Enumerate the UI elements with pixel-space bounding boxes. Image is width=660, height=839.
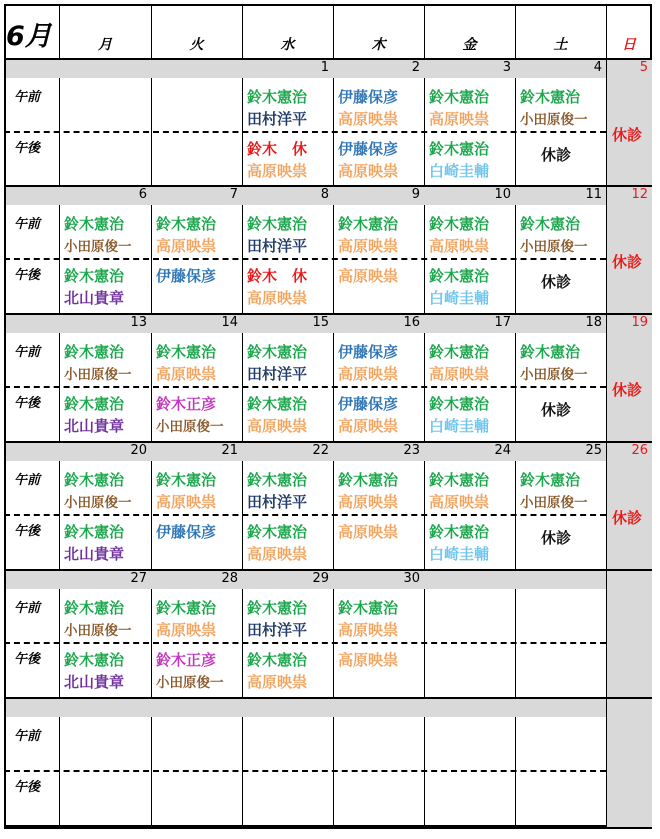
- saturday-pm-closed-label: 休診: [541, 146, 572, 164]
- weekday-header-3: 木: [371, 37, 386, 53]
- doctor-name-am: 鈴木憲治: [338, 215, 399, 233]
- day-number: 20: [130, 443, 147, 458]
- day-number: 7: [229, 187, 238, 202]
- am-label: 午前: [14, 473, 41, 488]
- doctor-name-pm: 鈴木憲治: [429, 140, 490, 158]
- doctor-name-am: 鈴木憲治: [247, 215, 308, 233]
- day-number: 9: [411, 187, 420, 202]
- doctor-name-pm: 鈴木憲治: [429, 523, 490, 541]
- weekday-header-2: 水: [280, 37, 295, 53]
- day-number: 30: [403, 571, 420, 586]
- doctor-name-am: 高原映祟: [338, 493, 399, 511]
- doctor-name-am: 小田原俊一: [64, 239, 132, 255]
- doctor-name-am: 小田原俊一: [64, 367, 132, 383]
- am-label: 午前: [14, 345, 41, 360]
- doctor-name-pm: 鈴木憲治: [64, 267, 125, 285]
- doctor-name-pm: 小田原俊一: [156, 675, 224, 691]
- sunday-closed-label: 休診: [612, 381, 643, 399]
- doctor-name-pm: 白崎圭輔: [429, 417, 490, 435]
- doctor-name-am: 鈴木憲治: [520, 471, 581, 489]
- weekday-header-5: 土: [553, 37, 568, 53]
- doctor-name-pm: 伊藤保彦: [338, 140, 399, 158]
- date-band: [6, 699, 606, 717]
- am-label: 午前: [14, 217, 41, 232]
- doctor-name-pm: 高原映祟: [247, 289, 308, 307]
- saturday-pm-closed-label: 休診: [541, 529, 572, 547]
- weekday-header-1: 火: [189, 37, 204, 53]
- doctor-name-am: 高原映祟: [338, 237, 399, 255]
- day-number: 3: [502, 60, 511, 75]
- doctor-name-am: 高原映祟: [429, 110, 490, 128]
- doctor-name-am: 鈴木憲治: [429, 343, 490, 361]
- doctor-name-am: 鈴木憲治: [156, 471, 217, 489]
- weekday-header-0: 月: [98, 37, 112, 53]
- doctor-name-am: 鈴木憲治: [520, 88, 581, 106]
- doctor-name-pm: 高原映祟: [247, 162, 308, 180]
- day-number: 12: [631, 187, 648, 202]
- day-number: 29: [312, 571, 329, 586]
- doctor-name-pm: 北山貴章: [64, 417, 125, 435]
- pm-label: 午後: [14, 780, 41, 795]
- doctor-name-pm: 鈴木憲治: [247, 395, 308, 413]
- day-number: 1: [320, 60, 329, 75]
- weekday-header-6: 日: [622, 37, 636, 53]
- doctor-name-am: 高原映祟: [338, 365, 399, 383]
- saturday-pm-closed-label: 休診: [541, 273, 572, 291]
- doctor-name-pm: 高原映祟: [338, 651, 399, 669]
- doctor-name-am: 小田原俊一: [520, 495, 588, 511]
- doctor-name-am: 鈴木憲治: [156, 343, 217, 361]
- doctor-name-am: 鈴木憲治: [247, 343, 308, 361]
- day-number: 4: [593, 60, 602, 75]
- day-number: 19: [631, 315, 648, 330]
- doctor-name-pm: 白崎圭輔: [429, 289, 490, 307]
- doctor-name-am: 鈴木憲治: [247, 471, 308, 489]
- doctor-name-am: 伊藤保彦: [338, 343, 399, 361]
- doctor-name-pm: 鈴木憲治: [429, 395, 490, 413]
- day-number: 17: [494, 315, 511, 330]
- doctor-name-am: 鈴木憲治: [247, 599, 308, 617]
- doctor-name-am: 鈴木憲治: [247, 88, 308, 106]
- doctor-name-pm: 鈴木憲治: [64, 523, 125, 541]
- doctor-name-pm: 高原映祟: [247, 417, 308, 435]
- ampm-divider: [4, 386, 606, 388]
- doctor-name-pm: 鈴木憲治: [247, 651, 308, 669]
- doctor-name-pm: 白崎圭輔: [429, 162, 490, 180]
- doctor-name-am: 高原映祟: [156, 493, 217, 511]
- doctor-name-am: 高原映祟: [429, 237, 490, 255]
- day-number: 6: [138, 187, 147, 202]
- day-number: 28: [221, 571, 238, 586]
- doctor-name-pm: 鈴木正彦: [156, 651, 217, 669]
- doctor-name-am: 高原映祟: [338, 110, 399, 128]
- doctor-name-pm: 小田原俊一: [156, 419, 224, 435]
- day-number: 8: [320, 187, 329, 202]
- doctor-name-am: 鈴木憲治: [338, 471, 399, 489]
- doctor-name-am: 鈴木憲治: [64, 471, 125, 489]
- doctor-name-pm: 白崎圭輔: [429, 545, 490, 563]
- doctor-name-am: 鈴木憲治: [156, 599, 217, 617]
- doctor-name-am: 伊藤保彦: [338, 88, 399, 106]
- day-number: 21: [221, 443, 238, 458]
- doctor-name-am: 高原映祟: [156, 621, 217, 639]
- day-number: 24: [494, 443, 511, 458]
- doctor-name-am: 高原映祟: [429, 493, 490, 511]
- sunday-column: [607, 60, 652, 185]
- day-number: 18: [585, 315, 602, 330]
- page-title: 6月: [6, 21, 52, 52]
- doctor-name-pm: 鈴木憲治: [247, 523, 308, 541]
- ampm-divider: [4, 642, 606, 644]
- doctor-name-am: 鈴木憲治: [429, 88, 490, 106]
- ampm-divider: [4, 131, 606, 133]
- day-number: 16: [403, 315, 420, 330]
- doctor-name-am: 田村洋平: [247, 365, 308, 383]
- doctor-name-am: 小田原俊一: [520, 112, 588, 128]
- doctor-name-am: 高原映祟: [156, 237, 217, 255]
- doctor-name-pm: 北山貴章: [64, 673, 125, 691]
- doctor-name-am: 小田原俊一: [64, 495, 132, 511]
- doctor-name-pm: 鈴木憲治: [429, 267, 490, 285]
- doctor-name-am: 高原映祟: [338, 621, 399, 639]
- doctor-name-am: 高原映祟: [156, 365, 217, 383]
- doctor-name-am: 鈴木憲治: [520, 215, 581, 233]
- doctor-name-pm: 北山貴章: [64, 545, 125, 563]
- doctor-name-am: 鈴木憲治: [520, 343, 581, 361]
- doctor-name-am: 鈴木憲治: [64, 599, 125, 617]
- doctor-name-pm: 伊藤保彦: [338, 395, 399, 413]
- doctor-name-pm: 伊藤保彦: [156, 523, 217, 541]
- day-number: 23: [403, 443, 420, 458]
- sunday-column: [607, 315, 652, 441]
- week-divider: [4, 827, 652, 829]
- day-number: 14: [221, 315, 238, 330]
- sunday-closed-label: 休診: [612, 126, 643, 144]
- am-label: 午前: [14, 729, 41, 744]
- doctor-name-am: 小田原俊一: [520, 367, 588, 383]
- day-number: 13: [130, 315, 147, 330]
- doctor-name-pm: 高原映祟: [338, 267, 399, 285]
- ampm-divider: [4, 258, 606, 260]
- pm-label: 午後: [14, 141, 41, 156]
- day-number: 10: [494, 187, 511, 202]
- doctor-name-pm: 鈴木憲治: [64, 395, 125, 413]
- doctor-name-pm: 北山貴章: [64, 289, 125, 307]
- doctor-name-pm: 鈴木憲治: [64, 651, 125, 669]
- sunday-closed-label: 休診: [612, 253, 643, 271]
- doctor-name-am: 田村洋平: [247, 493, 308, 511]
- ampm-divider: [4, 514, 606, 516]
- sunday-closed-label: 休診: [612, 509, 643, 527]
- doctor-name-pm: 高原映祟: [247, 673, 308, 691]
- doctor-name-pm: 鈴木 休: [247, 267, 308, 285]
- ampm-divider: [4, 770, 606, 772]
- pm-label: 午後: [14, 652, 41, 667]
- saturday-pm-closed-label: 休診: [541, 401, 572, 419]
- day-number: 26: [631, 443, 648, 458]
- day-number: 25: [585, 443, 602, 458]
- doctor-name-am: 小田原俊一: [520, 239, 588, 255]
- sunday-column: [607, 187, 652, 313]
- doctor-name-am: 田村洋平: [247, 110, 308, 128]
- sunday-column: [607, 571, 652, 697]
- doctor-name-pm: 高原映祟: [338, 523, 399, 541]
- day-number: 27: [130, 571, 147, 586]
- day-number: 22: [312, 443, 329, 458]
- doctor-name-pm: 鈴木正彦: [156, 395, 217, 413]
- weekday-header-4: 金: [462, 37, 477, 53]
- doctor-name-am: 小田原俊一: [64, 623, 132, 639]
- sunday-column: [607, 443, 652, 569]
- doctor-name-pm: 高原映祟: [247, 545, 308, 563]
- doctor-name-pm: 伊藤保彦: [156, 267, 217, 285]
- doctor-name-am: 田村洋平: [247, 621, 308, 639]
- doctor-name-am: 鈴木憲治: [429, 215, 490, 233]
- pm-label: 午後: [14, 524, 41, 539]
- doctor-name-am: 田村洋平: [247, 237, 308, 255]
- day-number: 15: [312, 315, 329, 330]
- doctor-name-am: 高原映祟: [429, 365, 490, 383]
- doctor-name-am: 鈴木憲治: [64, 343, 125, 361]
- doctor-name-am: 鈴木憲治: [64, 215, 125, 233]
- doctor-name-am: 鈴木憲治: [429, 471, 490, 489]
- am-label: 午前: [14, 601, 41, 616]
- pm-label: 午後: [14, 268, 41, 283]
- pm-label: 午後: [14, 396, 41, 411]
- doctor-name-am: 鈴木憲治: [156, 215, 217, 233]
- doctor-name-pm: 高原映祟: [338, 162, 399, 180]
- day-number: 11: [585, 187, 602, 202]
- am-label: 午前: [14, 90, 41, 105]
- sunday-column: [607, 699, 652, 827]
- doctor-name-pm: 高原映祟: [338, 417, 399, 435]
- day-number: 2: [411, 60, 420, 75]
- doctor-name-am: 鈴木憲治: [338, 599, 399, 617]
- day-number: 5: [639, 60, 648, 75]
- doctor-name-pm: 鈴木 休: [247, 140, 308, 158]
